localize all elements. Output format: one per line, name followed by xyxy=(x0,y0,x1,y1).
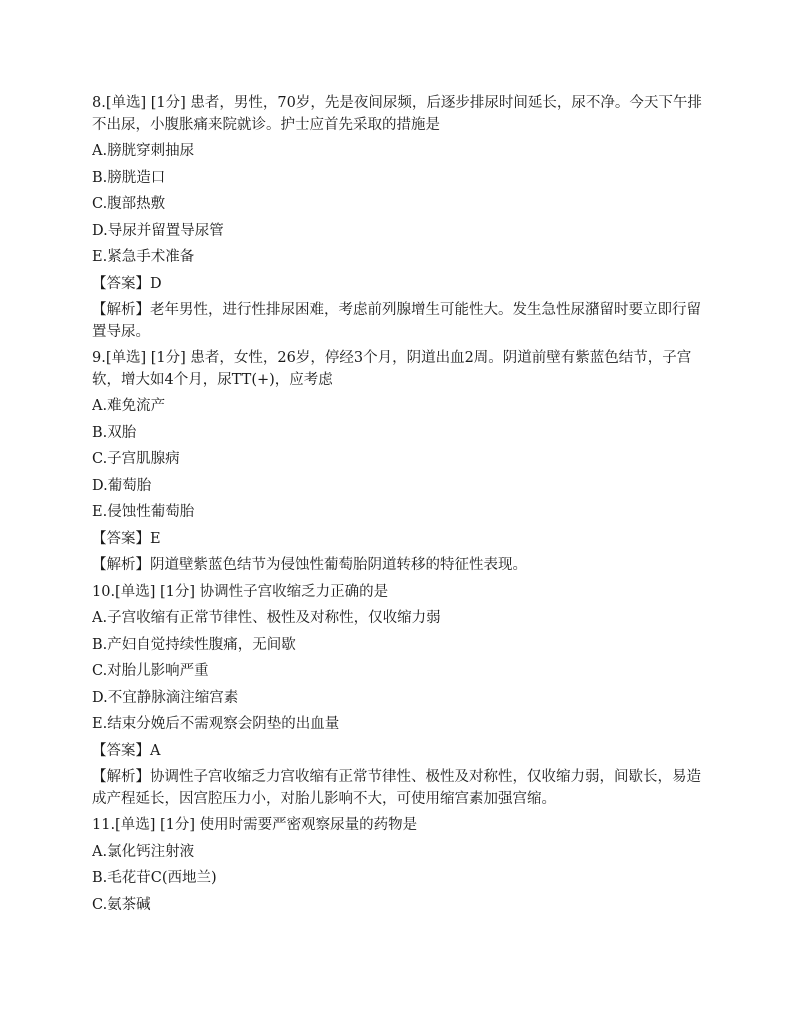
option-c: C.腹部热敷 xyxy=(92,196,166,212)
question-11 xyxy=(92,812,708,918)
option-d: D.不宜静脉滴注缩宫素 xyxy=(92,689,239,706)
option-e: E.侵蚀性葡萄胎 xyxy=(92,504,195,520)
option-a: A.难免流产 xyxy=(92,398,166,414)
option-a: A.氯化钙注射液 xyxy=(92,843,195,860)
analysis: 【解析】阴道壁紫蓝色结节为侵蚀性葡萄胎阴道转移的特征性表现。 xyxy=(92,557,527,573)
question-stem: 11.[单选] [1分] 使用时需要严密观察尿量的药物是 xyxy=(92,817,418,833)
question-stem: 10.[单选] [1分] 协调性子宫收缩乏力正确的是 xyxy=(92,583,389,600)
option-b: B.毛花苷C(西地兰) xyxy=(92,870,217,886)
option-b: B.膀胱造口 xyxy=(92,169,166,186)
analysis: 【解析】老年男性，进行性排尿困难，考虑前列腺增生可能性大。发生急性尿潴留时要立即行留置导尿。 xyxy=(92,302,701,340)
question-stem: 9.[单选] [1分] 患者，女性，26岁，停经3个月，阴道出血2周。阴道前壁有紫蓝色结节，子宫软，增大如4个月，尿TT(+)，应考虑 xyxy=(92,350,692,388)
option-c: C.氨茶碱 xyxy=(92,896,151,913)
option-d: D.导尿并留置导尿管 xyxy=(92,222,224,239)
option-b: B.双胎 xyxy=(92,424,137,441)
question-9 xyxy=(92,345,708,579)
option-c: C.对胎儿影响严重 xyxy=(92,663,209,679)
option-a: A.子宫收缩有正常节律性、极性及对称性，仅收缩力弱 xyxy=(92,610,441,626)
option-e: E.结束分娩后不需观察会阴垫的出血量 xyxy=(92,716,340,732)
option-b: B.产妇自觉持续性腹痛，无间歇 xyxy=(92,636,296,653)
analysis: 【解析】协调性子宫收缩乏力宫收缩有正常节律性、极性及对称性，仅收缩力弱，间歇长，易造成产程延长，因宫腔压力小，对胎儿影响不大，可使用缩宫素加强宫缩。 xyxy=(92,769,701,807)
option-a: A.膀胱穿刺抽尿 xyxy=(92,143,195,159)
option-c: C.子宫肌腺病 xyxy=(92,451,180,467)
answer: 【答案】D xyxy=(92,275,162,292)
question-10 xyxy=(92,579,708,813)
answer: 【答案】A xyxy=(92,742,161,759)
answer: 【答案】E xyxy=(92,530,161,547)
question-stem: 8.[单选] [1分] 患者，男性，70岁，先是夜间尿频，后逐步排尿时间延长，尿不净。今天下午排不出尿，小腹胀痛来院就诊。护士应首先采取的措施是 xyxy=(92,95,702,133)
option-e: E.紧急手术准备 xyxy=(92,249,195,265)
exam-page xyxy=(92,90,708,918)
option-d: D.葡萄胎 xyxy=(92,477,152,494)
question-8 xyxy=(92,90,708,345)
